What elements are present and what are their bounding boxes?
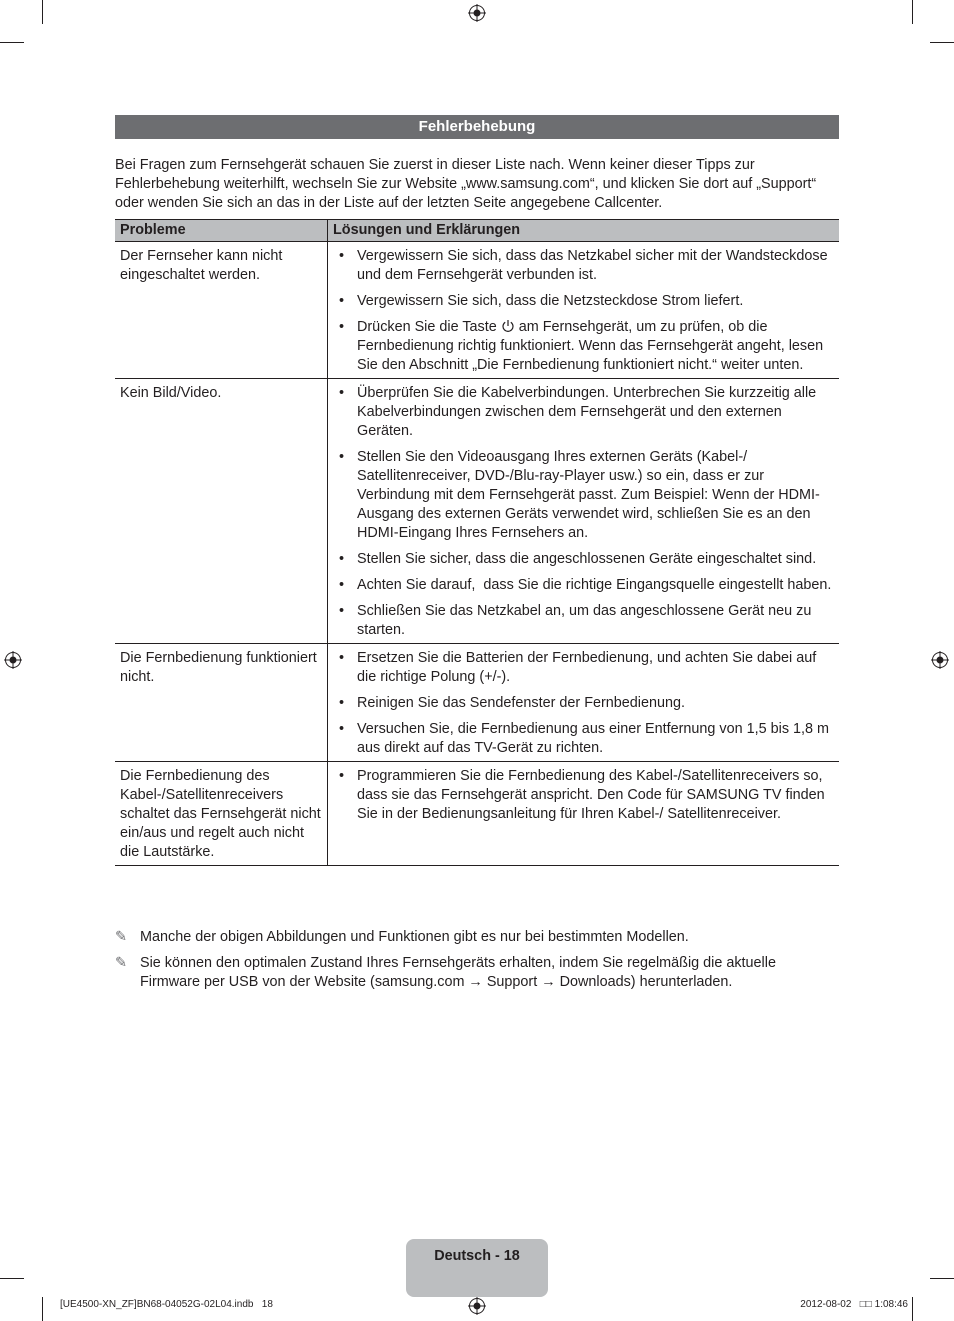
bullet-icon: •: [339, 449, 345, 465]
solution-list: [333, 384, 834, 640]
solution-item: • Programmieren Sie die Fernbedienung des Kabel-/Satellitenreceivers so, dass sie das Fernsehgerät anspricht. Den Code für SAMSUNG TV finden Sie in der Bedienungsanleitung für Ihren Kabel-/ Satellitenreceiver.: [339, 768, 825, 822]
solution-item: • Ersetzen Sie die Batterien der Fernbedienung, und achten Sie dabei auf die richtige Polung (+/-).: [339, 650, 817, 685]
troubleshooting-table: [115, 219, 839, 866]
table-header-row: [115, 220, 839, 242]
bullet-icon: •: [339, 551, 345, 567]
crop-mark: [912, 1297, 913, 1321]
solution-item: • Versuchen Sie, die Fernbedienung aus einer Entfernung von 1,5 bis 1,8 m aus direkt auf das TV-Gerät zu richten.: [339, 721, 830, 756]
intro-paragraph: Bei Fragen zum Fernsehgerät schauen Sie zuerst in dieser Liste nach. Wenn keiner dieser Tipps zur Fehlerbehebung weiterhilft, wechseln Sie zur Website „www.samsung.com“, und klicken Sie dort auf „Support“ oder wenden Sie sich an das in der Liste auf der letzten Seite angegebene Callcenter.: [115, 157, 817, 211]
solution-cell: [328, 242, 840, 379]
solution-item: • Reinigen Sie das Sendefenster der Fernbedienung.: [339, 695, 686, 711]
power-icon: [501, 319, 515, 333]
solution-item: • Stellen Sie sicher, dass die angeschlossenen Geräte eingeschaltet sind.: [339, 551, 817, 567]
bullet-icon: •: [339, 603, 345, 619]
solution-item: • Vergewissern Sie sich, dass die Netzsteckdose Strom liefert.: [339, 293, 744, 309]
crop-mark: [0, 42, 24, 43]
problem-cell: Der Fernseher kann nicht eingeschaltet werden.: [115, 242, 328, 379]
print-slug-right: 2012-08-02 □□ 1:08:46: [800, 1299, 908, 1310]
solution-list: [333, 247, 834, 375]
solution-item: • Überprüfen Sie die Kabelverbindungen. Unterbrechen Sie kurzzeitig alle Kabelverbindungen zwischen dem Fernsehgerät und den externen Geräten.: [339, 385, 817, 439]
crop-mark: [0, 1278, 24, 1279]
pencil-icon: ✎: [115, 955, 128, 971]
bullet-icon: •: [339, 721, 345, 737]
registration-mark-icon: [468, 1297, 486, 1315]
solution-item: • Vergewissern Sie sich, dass das Netzkabel sicher mit der Wandsteckdose und dem Fernsehgerät verbunden ist.: [339, 248, 828, 283]
column-header-solutions: Lösungen und Erklärungen: [328, 220, 840, 242]
bullet-icon: •: [339, 293, 345, 309]
solution-item: • Schließen Sie das Netzkabel an, um das angeschlossene Gerät neu zu starten.: [339, 603, 812, 638]
problem-cell: Kein Bild/Video.: [115, 379, 328, 644]
crop-mark: [42, 1297, 43, 1321]
crop-mark: [930, 42, 954, 43]
note-item: ✎ Manche der obigen Abbildungen und Funktionen gibt es nur bei bestimmten Modellen.: [115, 929, 689, 945]
note-item: ✎ Sie können den optimalen Zustand Ihres Fernsehgeräts erhalten, indem Sie regelmäßig die aktuelle Firmware per USB von der Website (samsung.com → Support → Downloads) herunterladen.: [115, 955, 776, 990]
column-header-problems: Probleme: [115, 220, 328, 242]
problem-cell: Die Fernbedienung funktioniert nicht.: [115, 644, 328, 762]
bullet-icon: •: [339, 768, 345, 784]
page-number-tab: Deutsch - 18: [406, 1239, 548, 1297]
table-row: [115, 762, 839, 866]
registration-mark-icon: [468, 4, 486, 22]
section-title: Fehlerbehebung: [115, 115, 839, 139]
table-row: [115, 644, 839, 762]
bullet-icon: •: [339, 577, 345, 593]
registration-mark-icon: [4, 651, 22, 669]
solution-cell: [328, 762, 840, 866]
bullet-icon: •: [339, 319, 345, 335]
table-row: [115, 379, 839, 644]
solution-cell: [328, 644, 840, 762]
solution-cell: [328, 379, 840, 644]
solution-item: • Achten Sie darauf, dass Sie die richtige Eingangsquelle eingestellt haben.: [339, 577, 832, 593]
registration-mark-icon: [931, 651, 949, 669]
table-row: [115, 242, 839, 379]
bullet-icon: •: [339, 248, 345, 264]
solution-item: • Drücken Sie die Taste am Fernsehgerät, um zu prüfen, ob die Fernbedienung richtig funktioniert. Wenn das Fernsehgerät angeht, lesen Sie den Abschnitt „Die Fernbedienung funktioniert nicht.“ weiter unten.: [339, 319, 824, 373]
bullet-icon: •: [339, 695, 345, 711]
crop-mark: [42, 0, 43, 24]
solution-list: [333, 649, 834, 758]
notes-section: [115, 928, 839, 999]
solution-list: [333, 767, 834, 824]
print-slug-left: [UE4500-XN_ZF]BN68-04052G-02L04.indb 18: [60, 1299, 273, 1310]
solution-item: • Stellen Sie den Videoausgang Ihres externen Geräts (Kabel-/ Satellitenreceiver, DVD-/Blu-ray-Player usw.) so ein, dass er zur Verbindung mit dem Fernsehgerät passt. Zum Beispiel: Wenn der HDMI-Ausgang des externen Geräts verwendet wird, schließen Sie es an den HDMI-Eingang Ihres Fernsehers an.: [339, 449, 820, 541]
crop-mark: [930, 1278, 954, 1279]
pencil-icon: ✎: [115, 929, 128, 945]
bullet-icon: •: [339, 650, 345, 666]
crop-mark: [912, 0, 913, 24]
bullet-icon: •: [339, 385, 345, 401]
problem-cell: Die Fernbedienung des Kabel-/Satellitenreceivers schaltet das Fernsehgerät nicht ein/aus und regelt auch nicht die Lautstärke.: [115, 762, 328, 866]
